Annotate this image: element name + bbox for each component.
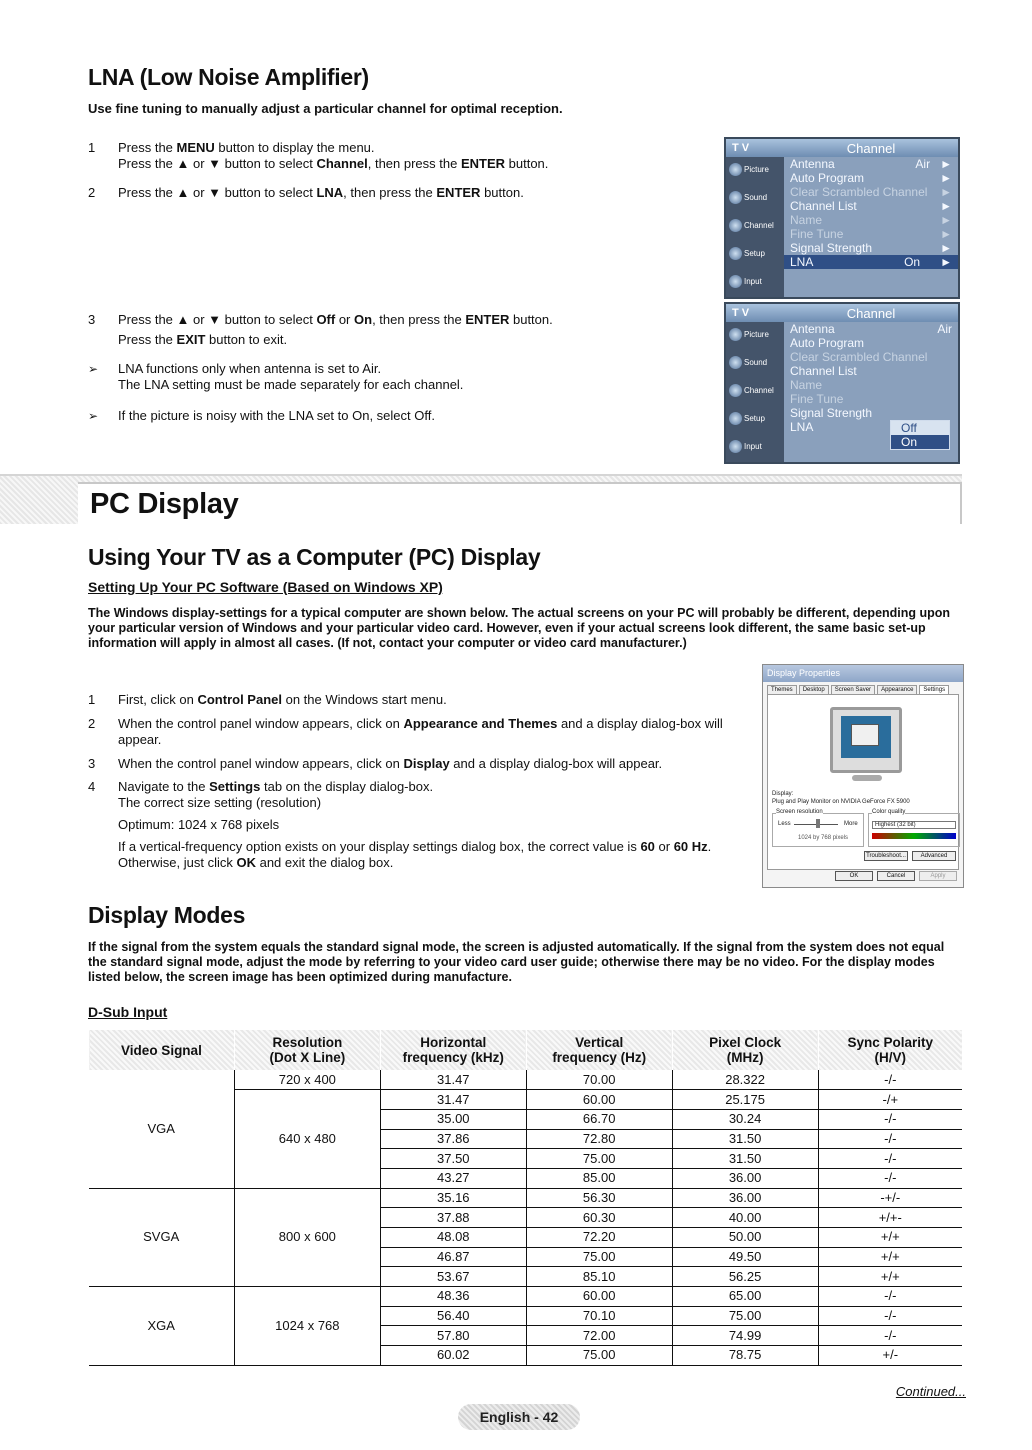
sync-polarity-cell: -+/- [818,1188,962,1208]
tab-settings[interactable]: Settings [919,685,949,694]
sync-polarity-cell: +/+ [818,1228,962,1248]
menu-item-lna: LNA On ► [784,255,958,269]
horizontal-frequency-cell: 48.36 [380,1287,526,1307]
menu-item-fine-tune: Fine Tune [790,392,844,406]
lna-note-2: ➢ If the picture is noisy with the LNA set to On, select Off. [88,408,435,423]
horizontal-frequency-cell: 37.50 [380,1149,526,1169]
tab-desktop[interactable]: Desktop [799,685,829,694]
menu-item-signal-strength: Signal Strength [790,406,873,420]
vertical-frequency-cell: 60.00 [526,1090,672,1110]
sync-polarity-cell: -/+ [818,1090,962,1110]
horizontal-frequency-cell: 31.47 [380,1070,526,1090]
sync-polarity-cell: +/- [818,1346,962,1366]
table-row [89,1070,963,1090]
pc-lead: The Windows display-settings for a typical computer are shown below. The actual screens on your PC will probably be different, depending upon your particular version of Windows and your particular video card. However, even if your actual screens look different, the same basic set-up information will apply in almost all cases. (If not, contact your computer or video card manufacturer.) [88,606,951,650]
menu-footer [726,297,958,299]
pixel-clock-cell: 31.50 [672,1149,818,1169]
channel-icon: Channel [726,378,784,406]
horizontal-frequency-cell: 53.67 [380,1267,526,1287]
vertical-frequency-cell: 85.00 [526,1168,672,1188]
horizontal-frequency-cell: 37.88 [380,1208,526,1228]
color-quality-label: Color quality [872,809,906,815]
vertical-frequency-cell: 60.00 [526,1287,672,1307]
vertical-frequency-cell: 56.30 [526,1188,672,1208]
pixel-clock-cell: 74.99 [672,1326,818,1346]
pixel-clock-cell: 50.00 [672,1228,818,1248]
ok-button[interactable]: OK [835,871,873,881]
resolution-label: Screen resolution [776,809,823,815]
pixel-clock-cell: 49.50 [672,1247,818,1267]
lna-option-popup [890,420,950,450]
table-row [89,1188,963,1208]
menu-item-fine-tune: Fine Tune ► [790,227,952,241]
header-pixel-clock: Pixel Clock (MHz) [672,1030,818,1070]
less-label: Less [778,821,791,827]
tv-menu-screenshot-1: T V Channel Picture Sound Channel Setup Input Antenna Air ► Auto Program ► Clear Scrambled Channel ► Channel List ► Name ► Fine Tune ► Signal Strength ► LNA On ► [724,137,960,299]
input-icon: Input [726,269,784,297]
resolution-value: 1024 by 768 pixels [798,835,849,841]
video-signal-cell: XGA [89,1287,235,1366]
menu-item-lna: LNA [790,420,814,434]
pixel-clock-cell: 78.75 [672,1346,818,1366]
vertical-frequency-cell: 70.10 [526,1306,672,1326]
tab-screen-saver[interactable]: Screen Saver [831,685,875,694]
horizontal-frequency-cell: 56.40 [380,1306,526,1326]
lna-step-1: 1 Press the MENU button to display the menu. Press the ▲ or ▼ button to select Channel, then press the ENTER button. [88,140,549,171]
input-icon: Input [726,434,784,462]
dialog-title: Display Properties [763,665,963,682]
modes-title: Display Modes [88,902,246,928]
sound-icon: Sound [726,185,784,213]
pixel-clock-cell: 40.00 [672,1208,818,1228]
sync-polarity-cell: -/- [818,1168,962,1188]
resolution-cell: 1024 x 768 [234,1287,380,1366]
horizontal-frequency-cell: 35.00 [380,1109,526,1129]
pixel-clock-cell: 75.00 [672,1306,818,1326]
lna-lead: Use fine tuning to manually adjust a particular channel for optimal reception. [88,101,563,116]
sync-polarity-cell: -/- [818,1306,962,1326]
page-number: English - 42 [458,1404,580,1430]
advanced-button[interactable]: Advanced [912,851,956,861]
horizontal-frequency-cell: 35.16 [380,1188,526,1208]
lna-title: LNA (Low Noise Amplifier) [88,64,369,90]
display-modes-table [88,1030,962,1366]
resolution-slider[interactable] [816,819,820,828]
pc-step-3: 3 When the control panel window appears, click on Display and a display dialog-box will appear. [88,756,663,771]
vertical-frequency-cell: 72.20 [526,1228,672,1248]
banner-title: PC Display [90,488,239,520]
resolution-cell: 640 x 480 [234,1090,380,1188]
header-resolution: Resolution (Dot X Line) [234,1030,380,1070]
cancel-button[interactable]: Cancel [877,871,915,881]
pixel-clock-cell: 31.50 [672,1129,818,1149]
picture-icon: Picture [726,322,784,350]
more-label: More [844,821,858,827]
apply-button[interactable]: Apply [919,871,957,881]
pc-step-4: 4 Navigate to the Settings tab on the display dialog-box. The correct size setting (resolution) Optimum: 1024 x 768 pixels If a vertical-frequency option exists on your display settings dialog box, the correct value is 60 or 60 Hz. Otherwise, just click OK and exit the dialog box. [88,779,712,870]
header-video-signal: Video Signal [89,1030,235,1070]
resolution-cell: 800 x 600 [234,1188,380,1286]
modes-subtitle: D-Sub Input [88,1004,168,1020]
pixel-clock-cell: 30.24 [672,1109,818,1129]
video-signal-cell: SVGA [89,1188,235,1286]
section-banner [0,474,962,524]
display-label: Display: [772,791,794,797]
sync-polarity-cell: -/- [818,1287,962,1307]
vertical-frequency-cell: 60.30 [526,1208,672,1228]
video-signal-cell: VGA [89,1070,235,1188]
sync-polarity-cell: -/- [818,1326,962,1346]
continued-label: Continued... [895,1384,966,1399]
sync-polarity-cell: -/- [818,1070,962,1090]
sound-icon: Sound [726,350,784,378]
vertical-frequency-cell: 75.00 [526,1247,672,1267]
color-bar [872,833,956,839]
pixel-clock-cell: 25.175 [672,1090,818,1110]
menu-item-antenna: Antenna Air ► [790,157,952,171]
setup-icon: Setup [726,406,784,434]
vertical-frequency-cell: 72.00 [526,1326,672,1346]
vertical-frequency-cell: 72.80 [526,1129,672,1149]
pixel-clock-cell: 56.25 [672,1267,818,1287]
menu-item-auto-program: Auto Program [790,336,865,350]
vertical-frequency-cell: 70.00 [526,1070,672,1090]
menu-item-name: Name ► [790,213,952,227]
menu-item-signal-strength: Signal Strength ► [790,241,952,255]
sync-polarity-cell: -/- [818,1149,962,1169]
menu-item-clear-scrambled: Clear Scrambled Channel ► [790,185,952,199]
vertical-frequency-cell: 66.70 [526,1109,672,1129]
troubleshoot-button[interactable]: Troubleshoot... [864,851,908,861]
channel-icon: Channel [726,213,784,241]
horizontal-frequency-cell: 57.80 [380,1326,526,1346]
table-row [89,1287,963,1307]
menu-item-channel-list: Channel List ► [790,199,952,213]
sync-polarity-cell: +/+ [818,1267,962,1287]
display-properties-dialog [762,664,964,888]
monitor-icon [830,707,902,773]
horizontal-frequency-cell: 48.08 [380,1228,526,1248]
sync-polarity-cell: +/+- [818,1208,962,1228]
pc-step-1: 1 First, click on Control Panel on the Windows start menu. [88,692,447,707]
tab-appearance[interactable]: Appearance [877,685,917,694]
resolution-cell: 720 x 400 [234,1070,380,1090]
header-sync-polarity: Sync Polarity (H/V) [818,1030,962,1070]
lna-option-on: On [901,435,918,449]
horizontal-frequency-cell: 31.47 [380,1090,526,1110]
sync-polarity-cell: -/- [818,1129,962,1149]
menu-item-name: Name [790,378,823,392]
lna-step-3: 3 Press the ▲ or ▼ button to select Off or On, then press the ENTER button. Press the EXIT button to exit. [88,312,553,347]
horizontal-frequency-cell: 43.27 [380,1168,526,1188]
menu-item-channel-list: Channel List [790,364,857,378]
lna-step-2: 2 Press the ▲ or ▼ button to select LNA, then press the ENTER button. [88,185,524,200]
menu-footer [726,462,958,464]
header-vertical: Vertical frequency (Hz) [526,1030,672,1070]
horizontal-frequency-cell: 46.87 [380,1247,526,1267]
horizontal-frequency-cell: 60.02 [380,1346,526,1366]
lna-note-1: ➢ LNA functions only when antenna is set to Air. The LNA setting must be made separately for each channel. [88,361,464,392]
color-quality-select[interactable]: Highest (32 bit) [872,821,956,829]
menu-item-antenna: Antenna Air [790,322,952,336]
sync-polarity-cell: +/+ [818,1247,962,1267]
pixel-clock-cell: 36.00 [672,1168,818,1188]
pixel-clock-cell: 28.322 [672,1070,818,1090]
display-value: Plug and Play Monitor on NVIDIA GeForce FX 5900 [772,799,910,805]
table-header-row [89,1030,963,1070]
menu-item-clear-scrambled: Clear Scrambled Channel [790,350,928,364]
vertical-frequency-cell: 75.00 [526,1149,672,1169]
modes-lead: If the signal from the system equals the standard signal mode, the screen is adjusted automatically. If the signal from the system does not equal the standard signal mode, adjust the mode by referring to your video card user guide; otherwise there may be no video. For the display modes listed below, the screen image has been optimized during manufacture. [88,940,945,984]
horizontal-frequency-cell: 37.86 [380,1129,526,1149]
sync-polarity-cell: -/- [818,1109,962,1129]
pixel-clock-cell: 65.00 [672,1287,818,1307]
pixel-clock-cell: 36.00 [672,1188,818,1208]
menu-item-auto-program: Auto Program ► [790,171,952,185]
pc-subtitle: Setting Up Your PC Software (Based on Windows XP) [88,579,443,595]
pc-title: Using Your TV as a Computer (PC) Display [88,544,541,570]
lna-option-off: Off [891,421,949,435]
picture-icon: Picture [726,157,784,185]
vertical-frequency-cell: 85.10 [526,1267,672,1287]
pc-step-2: 2 When the control panel window appears, click on Appearance and Themes and a display dialog-box will appear. [88,716,723,747]
setup-icon: Setup [726,241,784,269]
header-horizontal: Horizontal frequency (kHz) [380,1030,526,1070]
vertical-frequency-cell: 75.00 [526,1346,672,1366]
tv-menu-screenshot-2: T V Channel Picture Sound Channel Setup Input Antenna Air Auto Program Clear Scrambled Channel Channel List Name Fine Tune Signal Strength LNA Off On [724,302,960,464]
tab-themes[interactable]: Themes [767,685,797,694]
